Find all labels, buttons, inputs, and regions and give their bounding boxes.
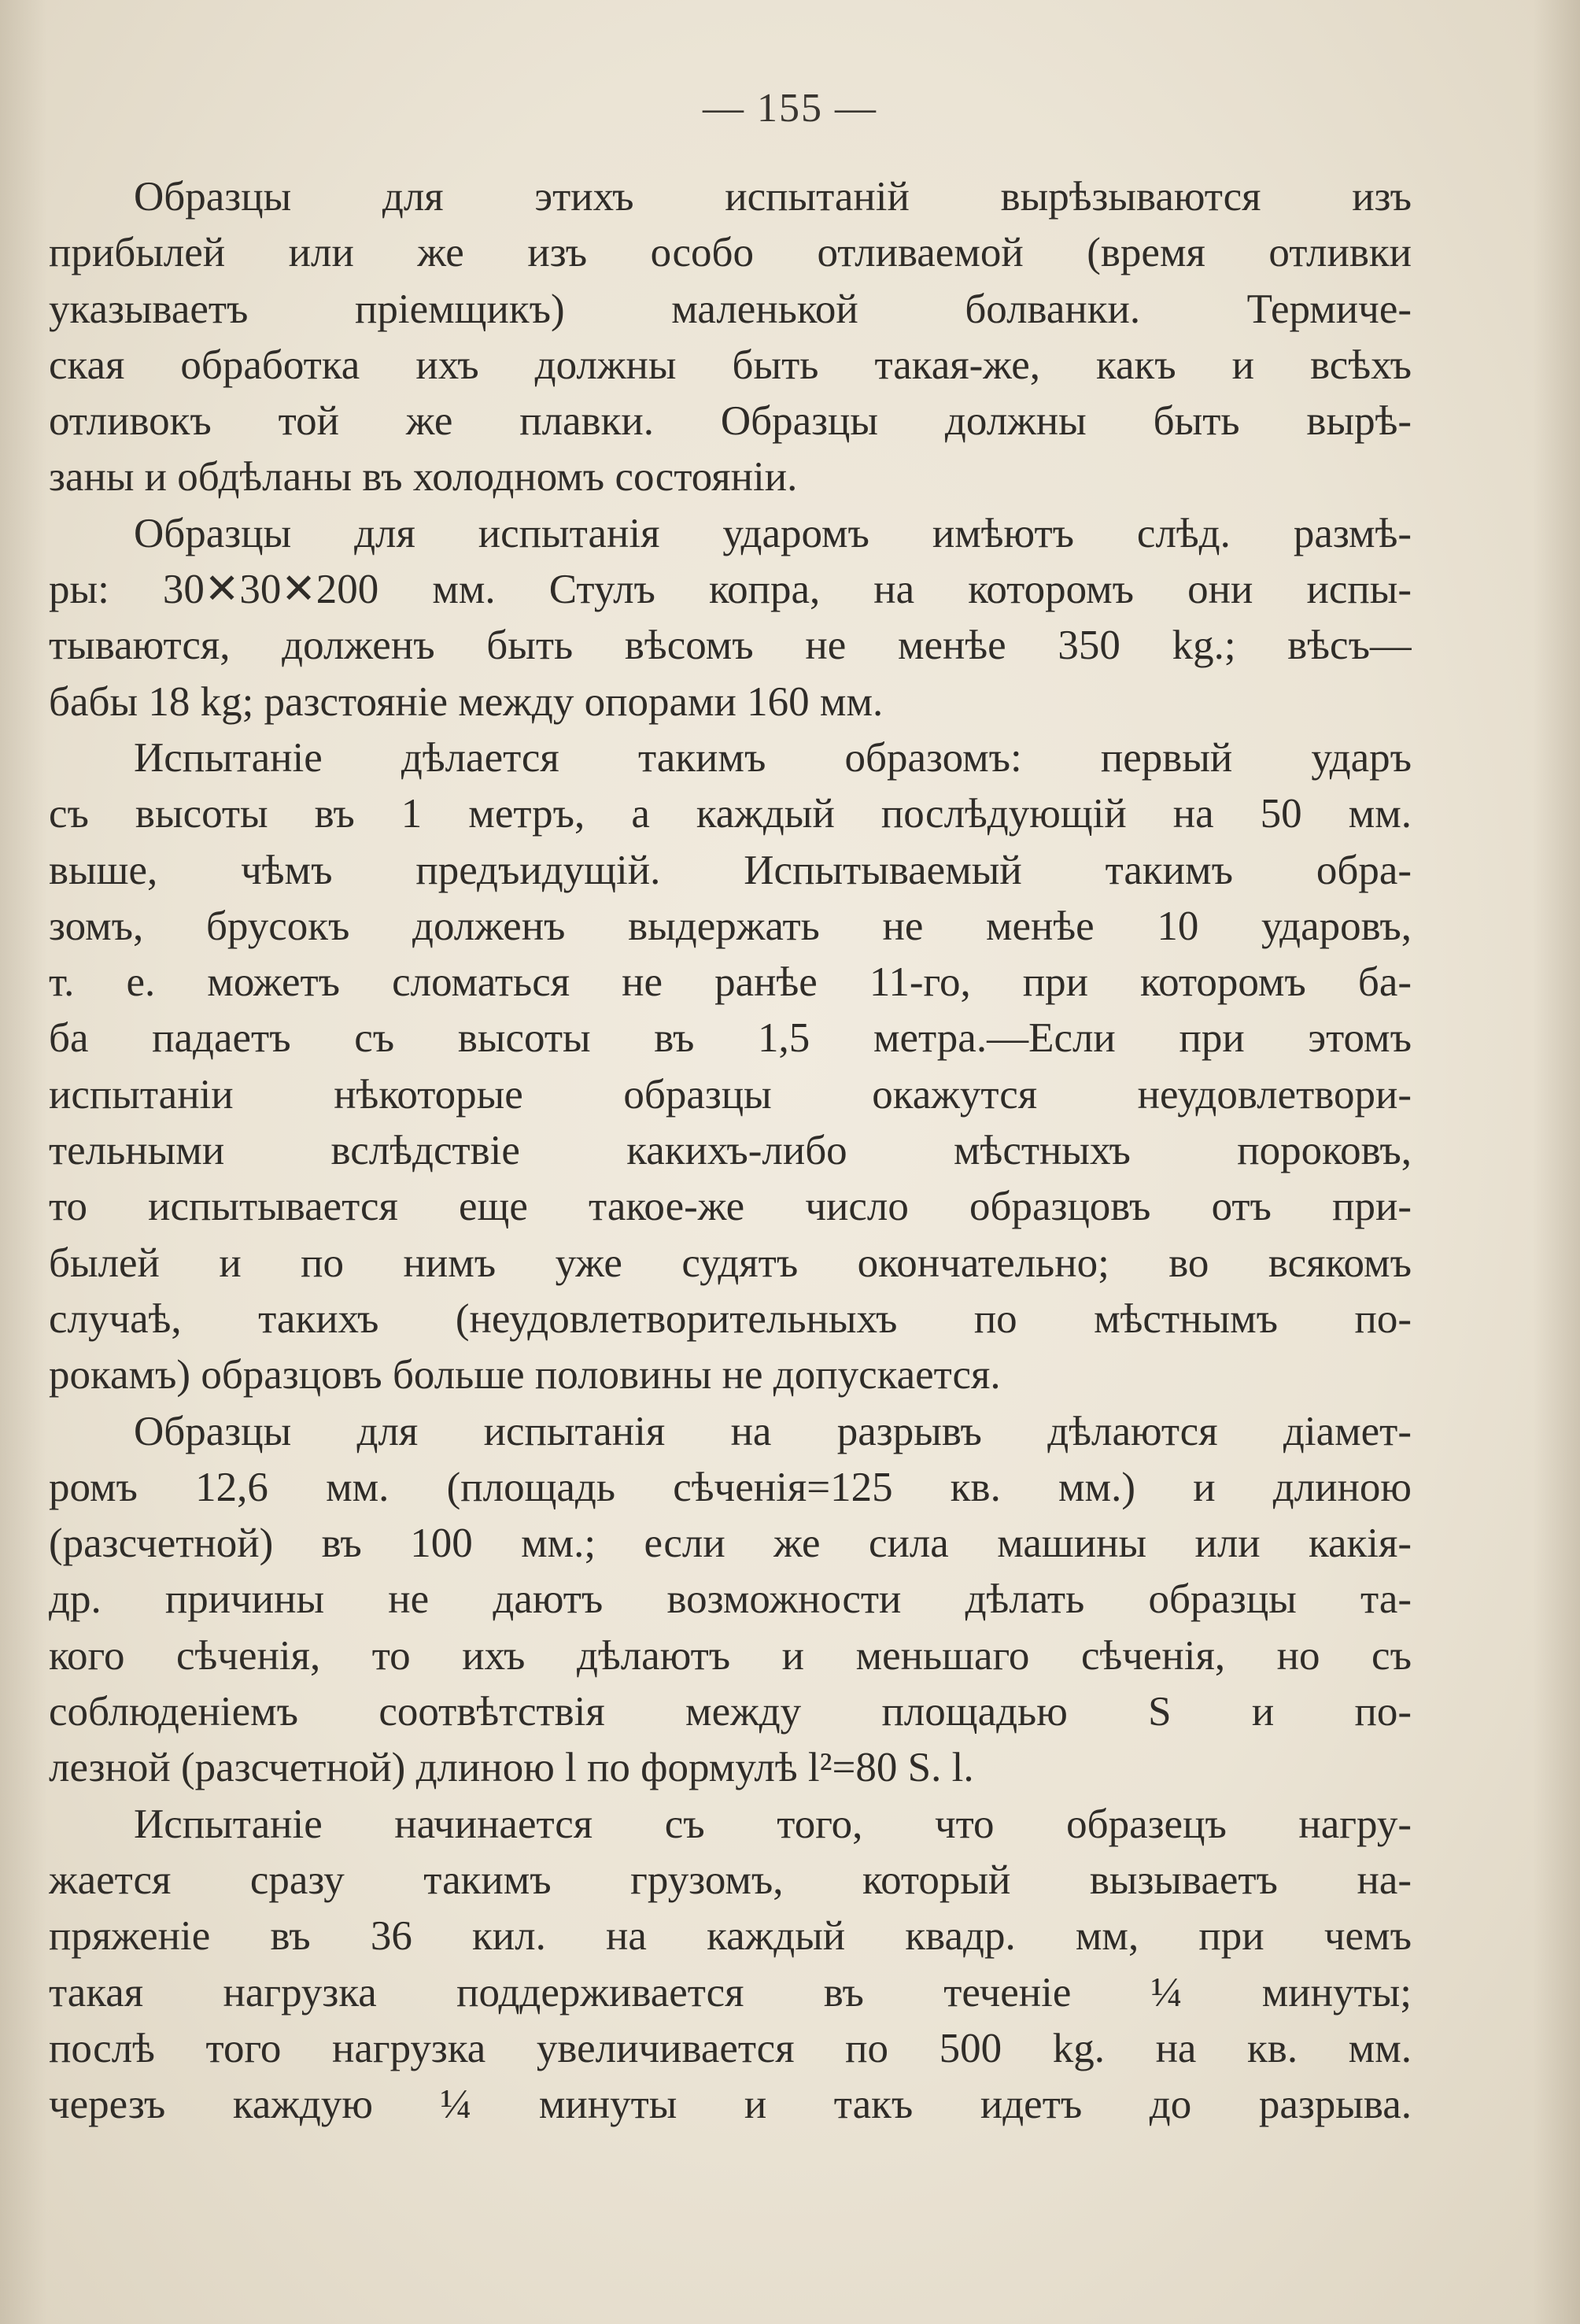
text-line: тываются, долженъ быть вѣсомъ не менѣе 350 kg.; вѣсъ— bbox=[49, 623, 1412, 669]
text-line: жается сразу такимъ грузомъ, который вызываетъ на- bbox=[49, 1857, 1412, 1903]
text-line: указываетъ пріемщикъ) маленькой болванки. Термиче- bbox=[49, 286, 1412, 332]
page-right-edge-shadow bbox=[1533, 0, 1580, 2324]
text-line: ба падаетъ съ высоты въ 1,5 метра.—Если при этомъ bbox=[49, 1015, 1412, 1062]
paragraph bbox=[49, 1404, 1412, 1797]
paragraph bbox=[49, 730, 1412, 1404]
text-line: бабы 18 kg; разстояніе между опорами 160 мм. bbox=[49, 678, 884, 725]
text-line: черезъ каждую ¼ минуты и такъ идетъ до разрыва. bbox=[49, 2082, 1412, 2128]
text-line: заны и обдѣланы въ холодномъ состояніи. bbox=[49, 454, 798, 501]
paragraph bbox=[49, 506, 1412, 730]
text-line: прибылей или же изъ особо отливаемой (время отливки bbox=[49, 230, 1412, 276]
text-line: др. причины не даютъ возможности дѣлать образцы та- bbox=[49, 1576, 1412, 1623]
text-line: ры: 30✕30✕200 мм. Стулъ копра, на которомъ они испы- bbox=[49, 567, 1412, 613]
text-line: Испытаніе дѣлается такимъ образомъ: первый ударъ bbox=[134, 734, 1412, 781]
text-line: былей и по нимъ уже судятъ окончательно; во всякомъ bbox=[49, 1240, 1412, 1286]
text-line: испытаніи нѣкоторые образцы окажутся неудовлетвори- bbox=[49, 1071, 1412, 1118]
text-line: ская обработка ихъ должны быть такая-же, какъ и всѣхъ bbox=[49, 342, 1412, 388]
page-number: — 155 — bbox=[703, 86, 877, 131]
text-line: Образцы для испытанія на разрывъ дѣлаются діамет- bbox=[134, 1408, 1412, 1454]
paragraph bbox=[49, 1797, 1412, 2134]
text-line: то испытывается еще такое-же число образцовъ отъ при- bbox=[49, 1184, 1412, 1230]
text-line: рокамъ) образцовъ больше половины не допускается. bbox=[49, 1352, 1001, 1398]
text-line: лезной (разсчетной) длиною l по формулѣ l²=80 S. l. bbox=[49, 1745, 974, 1791]
paragraph bbox=[49, 169, 1412, 506]
text-line: такая нагрузка поддерживается въ теченіе ¼ минуты; bbox=[49, 1969, 1412, 2015]
text-line: (разсчетной) въ 100 мм.; если же сила машины или какія- bbox=[49, 1520, 1412, 1567]
text-line: послѣ того нагрузка увеличивается по 500 kg. на кв. мм. bbox=[49, 2025, 1412, 2071]
text-line: выше, чѣмъ предъидущій. Испытываемый такимъ обра- bbox=[49, 847, 1412, 893]
text-line: тельными вслѣдствіе какихъ-либо мѣстныхъ пороковъ, bbox=[49, 1128, 1412, 1174]
text-line: ромъ 12,6 мм. (площадь сѣченія=125 кв. мм.) и длиною bbox=[49, 1464, 1412, 1510]
text-line: пряженіе въ 36 кил. на каждый квадр. мм, при чемъ bbox=[49, 1913, 1412, 1960]
text-line: кого сѣченія, то ихъ дѣлаютъ и меньшаго сѣченія, но съ bbox=[49, 1632, 1412, 1679]
text-line: соблюденіемъ соотвѣтствія между площадью S и по- bbox=[49, 1689, 1412, 1735]
text-line: зомъ, брусокъ долженъ выдержать не менѣе 10 ударовъ, bbox=[49, 903, 1412, 949]
page-left-edge-shadow bbox=[0, 0, 47, 2324]
text-line: Образцы для этихъ испытаній вырѣзываются изъ bbox=[134, 174, 1412, 220]
text-line: случаѣ, такихъ (неудовлетворительныхъ по мѣстнымъ по- bbox=[49, 1295, 1412, 1342]
text-line: съ высоты въ 1 метръ, а каждый послѣдующій на 50 мм. bbox=[49, 791, 1412, 837]
text-line: Образцы для испытанія ударомъ имѣютъ слѣд. размѣ- bbox=[134, 510, 1412, 556]
text-line: т. е. можетъ сломаться не ранѣе 11-го, при которомъ ба- bbox=[49, 959, 1412, 1006]
text-line: Испытаніе начинается съ того, что образецъ нагру- bbox=[134, 1801, 1412, 1847]
body-text bbox=[49, 169, 1412, 2133]
text-line: отливокъ той же плавки. Образцы должны быть вырѣ- bbox=[49, 398, 1412, 445]
